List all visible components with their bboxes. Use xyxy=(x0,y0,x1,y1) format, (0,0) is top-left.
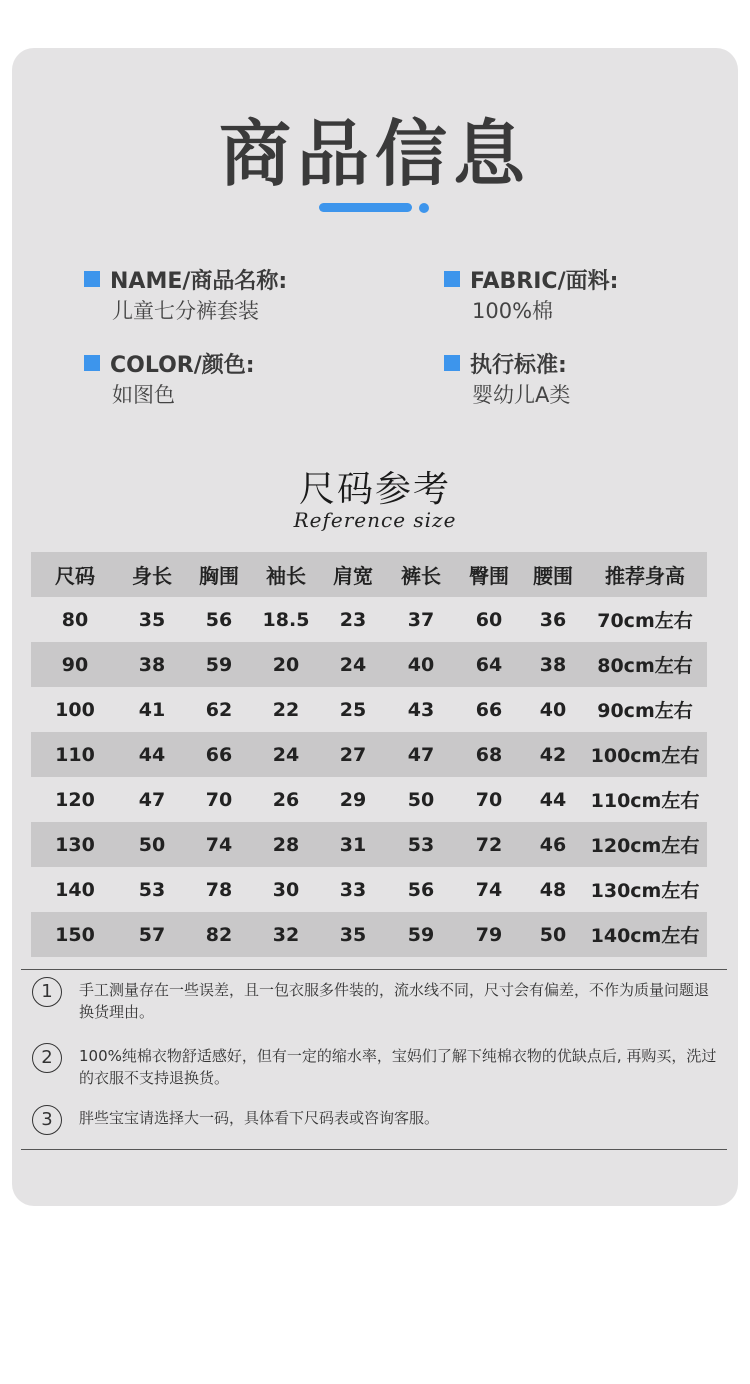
column-header: 腰围 xyxy=(533,564,573,588)
table-cell: 18.5 xyxy=(262,608,310,631)
table-cell: 59 xyxy=(407,923,435,946)
table-cell: 48 xyxy=(539,878,567,901)
note-item xyxy=(32,1107,722,1135)
column-header: 胸围 xyxy=(199,564,239,588)
square-bullet-icon xyxy=(84,355,100,371)
table-cell: 130cm左右 xyxy=(590,880,700,902)
table-cell: 70 xyxy=(205,788,233,811)
size-chart-subtitle: Reference size xyxy=(293,508,457,532)
table-cell: 66 xyxy=(475,698,503,721)
table-cell: 100cm左右 xyxy=(590,745,700,767)
table-cell: 78 xyxy=(205,878,233,901)
note-item xyxy=(32,979,722,1023)
table-cell: 47 xyxy=(407,743,435,766)
table-cell: 62 xyxy=(205,698,233,721)
table-cell: 130 xyxy=(55,833,95,856)
table-cell: 36 xyxy=(539,608,567,631)
notes-bottom-divider xyxy=(21,1149,727,1150)
info-color xyxy=(84,348,255,410)
table-cell: 29 xyxy=(339,788,367,811)
table-cell: 28 xyxy=(272,833,300,856)
circled-number-icon: 2 xyxy=(32,1043,62,1073)
table-cell: 70cm左右 xyxy=(597,610,693,632)
info-label: COLOR/颜色: xyxy=(110,352,255,378)
column-header: 臀围 xyxy=(469,564,509,588)
table-cell: 26 xyxy=(272,788,300,811)
column-header: 袖长 xyxy=(266,564,306,588)
table-cell: 80 xyxy=(61,608,89,631)
table-cell: 80cm左右 xyxy=(597,655,693,677)
table-cell: 110cm左右 xyxy=(590,790,700,812)
note-item xyxy=(32,1045,722,1089)
table-cell: 38 xyxy=(539,653,567,676)
table-cell: 27 xyxy=(339,743,367,766)
size-table xyxy=(31,552,707,957)
column-header: 裤长 xyxy=(401,564,441,588)
table-cell: 35 xyxy=(138,608,166,631)
table-cell: 70 xyxy=(475,788,503,811)
table-cell: 59 xyxy=(205,653,233,676)
table-cell: 53 xyxy=(407,833,435,856)
table-cell: 74 xyxy=(475,878,503,901)
table-cell: 41 xyxy=(138,698,166,721)
info-value: 100%棉 xyxy=(472,299,554,323)
table-cell: 35 xyxy=(339,923,367,946)
table-cell: 74 xyxy=(205,833,233,856)
table-row xyxy=(31,732,707,777)
note-text: 胖些宝宝请选择大一码，具体看下尺码表或咨询客服。 xyxy=(79,1109,440,1127)
table-cell: 50 xyxy=(138,833,166,856)
table-cell: 72 xyxy=(475,833,503,856)
table-cell: 25 xyxy=(339,698,367,721)
table-cell: 24 xyxy=(339,653,367,676)
table-cell: 46 xyxy=(539,833,567,856)
info-value: 如图色 xyxy=(112,383,175,407)
table-cell: 110 xyxy=(55,743,95,766)
info-value: 婴幼儿A类 xyxy=(472,383,571,407)
table-cell: 30 xyxy=(272,878,300,901)
table-cell: 150 xyxy=(55,923,95,946)
size-chart-title: 尺码参考 xyxy=(298,469,451,510)
table-cell: 40 xyxy=(539,698,567,721)
title-underline-dot xyxy=(419,203,429,213)
table-cell: 44 xyxy=(138,743,166,766)
table-cell: 33 xyxy=(339,878,367,901)
title-underline-bar xyxy=(319,203,412,212)
info-standard xyxy=(444,348,570,410)
table-row xyxy=(31,822,707,867)
table-cell: 56 xyxy=(205,608,233,631)
circled-number-icon: 1 xyxy=(32,977,62,1007)
table-cell: 43 xyxy=(407,698,435,721)
table-cell: 32 xyxy=(272,923,300,946)
table-row xyxy=(31,867,707,912)
column-header: 身长 xyxy=(132,564,172,588)
table-header-row xyxy=(31,552,707,597)
square-bullet-icon xyxy=(84,271,100,287)
info-name xyxy=(84,264,287,326)
table-row xyxy=(31,642,707,687)
table-cell: 50 xyxy=(407,788,435,811)
note-text: 手工测量存在一些误差，且一包衣服多件装的，流水线不同，尺寸会有偏差，不作为质量问题退换货理由。 xyxy=(79,981,710,1021)
table-cell: 100 xyxy=(55,698,95,721)
table-cell: 50 xyxy=(539,923,567,946)
table-cell: 140 xyxy=(55,878,95,901)
info-label: 执行标准: xyxy=(470,352,567,378)
circled-number-icon: 3 xyxy=(32,1105,62,1135)
table-cell: 42 xyxy=(539,743,567,766)
square-bullet-icon xyxy=(444,271,460,287)
table-cell: 56 xyxy=(407,878,435,901)
table-cell: 120cm左右 xyxy=(590,835,700,857)
table-cell: 38 xyxy=(138,653,166,676)
table-cell: 66 xyxy=(205,743,233,766)
table-cell: 20 xyxy=(272,653,300,676)
table-cell: 31 xyxy=(339,833,367,856)
table-cell: 120 xyxy=(55,788,95,811)
table-cell: 140cm左右 xyxy=(590,925,700,947)
table-cell: 22 xyxy=(272,698,300,721)
table-cell: 44 xyxy=(539,788,567,811)
table-cell: 79 xyxy=(475,923,503,946)
column-header: 肩宽 xyxy=(333,564,373,588)
info-value: 儿童七分裤套装 xyxy=(112,299,259,323)
table-cell: 57 xyxy=(138,923,166,946)
table-cell: 47 xyxy=(138,788,166,811)
notes-top-divider xyxy=(21,969,727,970)
table-row xyxy=(31,912,707,957)
table-cell: 90cm左右 xyxy=(597,700,693,722)
table-row xyxy=(31,597,707,642)
table-cell: 64 xyxy=(475,653,503,676)
table-row xyxy=(31,777,707,822)
table-cell: 23 xyxy=(339,608,367,631)
table-cell: 60 xyxy=(475,608,503,631)
column-header: 推荐身高 xyxy=(605,564,685,588)
table-row xyxy=(31,687,707,732)
table-cell: 37 xyxy=(407,608,435,631)
table-cell: 68 xyxy=(475,743,503,766)
info-label: NAME/商品名称: xyxy=(110,268,288,294)
table-cell: 40 xyxy=(407,653,435,676)
table-cell: 53 xyxy=(138,878,166,901)
table-cell: 90 xyxy=(61,653,89,676)
table-cell: 82 xyxy=(205,923,233,946)
square-bullet-icon xyxy=(444,355,460,371)
info-fabric xyxy=(444,264,618,326)
info-label: FABRIC/面料: xyxy=(470,268,619,294)
table-cell: 24 xyxy=(272,743,300,766)
column-header: 尺码 xyxy=(55,564,95,588)
page-title: 商品信息 xyxy=(218,112,531,196)
note-text: 100%纯棉衣物舒适感好，但有一定的缩水率，宝妈们了解下纯棉衣物的优缺点后, 再购买，洗过的衣服不支持退换货。 xyxy=(79,1047,717,1087)
